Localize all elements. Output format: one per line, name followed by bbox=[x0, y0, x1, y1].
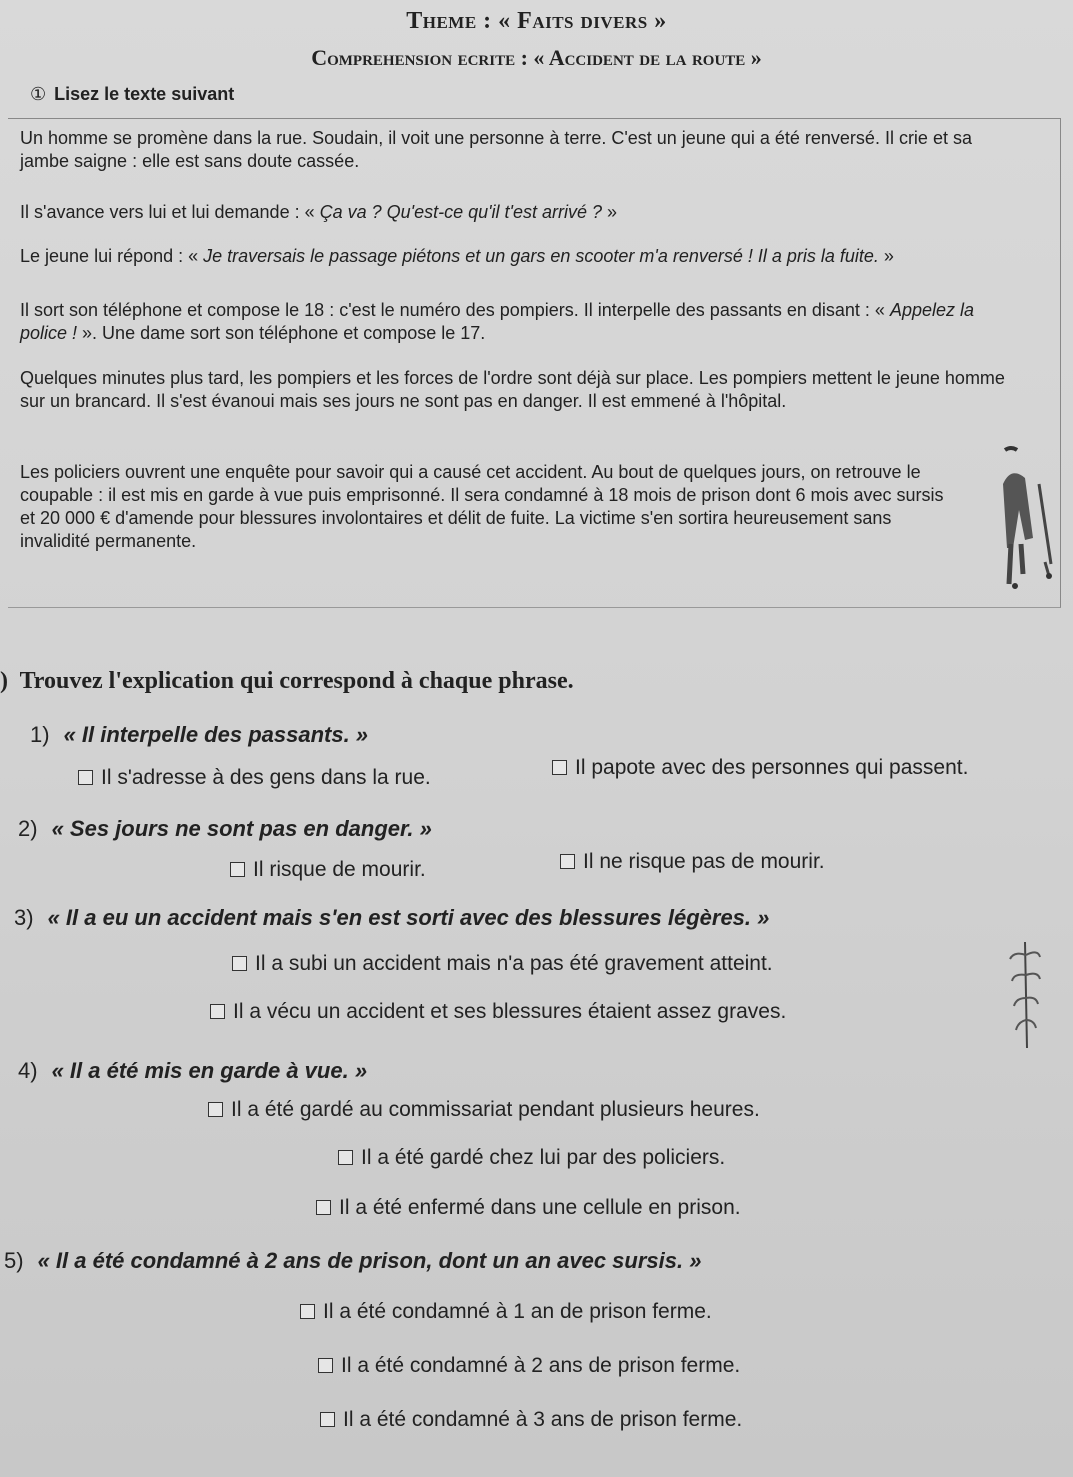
paragraph-2-part: Il s'avance vers lui et lui demande : « bbox=[20, 202, 320, 222]
checkbox[interactable] bbox=[78, 770, 93, 785]
paragraph-4 bbox=[20, 299, 1010, 345]
option-label: Il papote avec des personnes qui passent. bbox=[575, 756, 969, 779]
option-q3-a[interactable] bbox=[232, 952, 773, 976]
paragraph-5: Quelques minutes plus tard, les pompiers et les forces de l'ordre sont déjà sur place. Les pompiers mettent le jeune homme sur un brancard. Il s'est évanoui mais ses jours ne sont pas en danger. Il est emmené à l'hôpital. bbox=[20, 368, 1005, 411]
option-label: Il a été gardé chez lui par des policiers. bbox=[361, 1146, 726, 1169]
option-label: Il risque de mourir. bbox=[253, 858, 426, 881]
page-title: Theme : « Faits divers » bbox=[406, 8, 667, 34]
option-label: Il a vécu un accident et ses blessures étaient assez graves. bbox=[233, 1000, 787, 1023]
injured-man-illustration-icon bbox=[995, 444, 1065, 594]
paragraph-3-quote: Je traversais le passage piétons et un gars en scooter m'a renversé ! Il a pris la fuite. bbox=[203, 246, 879, 266]
plant-sprig-icon bbox=[1005, 940, 1045, 1050]
checkbox[interactable] bbox=[232, 956, 247, 971]
checkbox[interactable] bbox=[230, 862, 245, 877]
option-q2-b[interactable] bbox=[560, 850, 825, 874]
option-label: Il a été condamné à 2 ans de prison ferme. bbox=[341, 1354, 741, 1377]
option-label: Il a été condamné à 3 ans de prison ferme. bbox=[343, 1408, 743, 1431]
paragraph-1: Un homme se promène dans la rue. Soudain, il voit une personne à terre. C'est un jeune qui a été renversé. Il crie et sa jambe saigne : elle est sans doute cassée. bbox=[20, 128, 972, 171]
question-1 bbox=[30, 722, 368, 748]
option-q3-b[interactable] bbox=[210, 1000, 786, 1024]
section1-number: ① bbox=[30, 84, 47, 104]
question-number: 2) bbox=[18, 816, 38, 841]
section2-marker-icon: ) bbox=[0, 668, 8, 694]
checkbox[interactable] bbox=[300, 1304, 315, 1319]
checkbox[interactable] bbox=[552, 760, 567, 775]
paragraph-2-part: » bbox=[602, 202, 618, 222]
question-number: 3) bbox=[14, 905, 34, 930]
option-label: Il a subi un accident mais n'a pas été gravement atteint. bbox=[255, 952, 773, 975]
paragraph-3-part: Le jeune lui répond : « bbox=[20, 246, 204, 266]
question-3 bbox=[14, 905, 769, 931]
option-q5-c[interactable] bbox=[320, 1408, 742, 1432]
option-label: Il a été gardé au commissariat pendant plusieurs heures. bbox=[231, 1098, 760, 1121]
option-q1-b[interactable] bbox=[552, 756, 968, 780]
question-number: 4) bbox=[18, 1058, 38, 1083]
checkbox[interactable] bbox=[208, 1102, 223, 1117]
page-subtitle: Comprehension ecrite : « Accident de la route » bbox=[311, 45, 762, 70]
checkbox[interactable] bbox=[320, 1412, 335, 1427]
paragraph-4-quote: Appelez la police ! bbox=[20, 300, 974, 343]
section1-instruction-text: Lisez le texte suivant bbox=[54, 84, 235, 104]
paragraph-2 bbox=[20, 201, 1010, 224]
question-text: « Ses jours ne sont pas en danger. » bbox=[51, 816, 432, 841]
option-q4-b[interactable] bbox=[338, 1146, 725, 1170]
question-text: « Il a été condamné à 2 ans de prison, dont un an avec sursis. » bbox=[37, 1248, 702, 1273]
option-q5-a[interactable] bbox=[300, 1300, 712, 1324]
checkbox[interactable] bbox=[338, 1150, 353, 1165]
option-label: Il a été condamné à 1 an de prison ferme. bbox=[323, 1300, 712, 1323]
question-5 bbox=[4, 1248, 701, 1274]
section2-instruction bbox=[0, 668, 574, 695]
option-q4-a[interactable] bbox=[208, 1098, 760, 1122]
question-2 bbox=[18, 816, 432, 842]
option-label: Il s'adresse à des gens dans la rue. bbox=[101, 766, 431, 789]
checkbox[interactable] bbox=[318, 1358, 333, 1373]
paragraph-4-part: Il sort son téléphone et compose le 18 : c'est le numéro des pompiers. Il interpelle des passants en disant : « bbox=[20, 300, 890, 320]
section1-instruction bbox=[30, 84, 234, 105]
paragraph-4-part: ». Une dame sort son téléphone et compose le 17. bbox=[77, 323, 486, 343]
question-text: « Il interpelle des passants. » bbox=[63, 722, 369, 747]
question-number: 1) bbox=[30, 722, 50, 747]
option-q1-a[interactable] bbox=[78, 766, 431, 790]
question-4 bbox=[18, 1058, 367, 1084]
checkbox[interactable] bbox=[316, 1200, 331, 1215]
option-q4-c[interactable] bbox=[316, 1196, 741, 1220]
option-q2-a[interactable] bbox=[230, 858, 426, 882]
checkbox[interactable] bbox=[210, 1004, 225, 1019]
paragraph-3 bbox=[20, 245, 1010, 268]
question-text: « Il a eu un accident mais s'en est sorti avec des blessures légères. » bbox=[47, 905, 770, 930]
paragraph-2-quote: Ça va ? Qu'est-ce qu'il t'est arrivé ? bbox=[319, 202, 603, 222]
option-q5-b[interactable] bbox=[318, 1354, 740, 1378]
question-number: 5) bbox=[4, 1248, 24, 1273]
option-label: Il ne risque pas de mourir. bbox=[583, 850, 825, 873]
paragraph-6: Les policiers ouvrent une enquête pour savoir qui a causé cet accident. Au bout de quelques jours, on retrouve le coupable : il est mis en garde à vue puis emprisonné. Il sera condamné à 18 mois de prison dont 6 mois avec sursis et 20 000 € d'amende pour blessures involontaires et délit de fuite. La victime s'en sortira heureusement sans invalidité permanente. bbox=[20, 462, 944, 551]
option-label: Il a été enfermé dans une cellule en prison. bbox=[339, 1196, 741, 1219]
section2-instruction-text: Trouvez l'explication qui correspond à chaque phrase. bbox=[19, 668, 574, 694]
reading-text-box bbox=[8, 118, 1061, 608]
checkbox[interactable] bbox=[560, 854, 575, 869]
paragraph-3-part: » bbox=[878, 246, 894, 266]
question-text: « Il a été mis en garde à vue. » bbox=[51, 1058, 368, 1083]
